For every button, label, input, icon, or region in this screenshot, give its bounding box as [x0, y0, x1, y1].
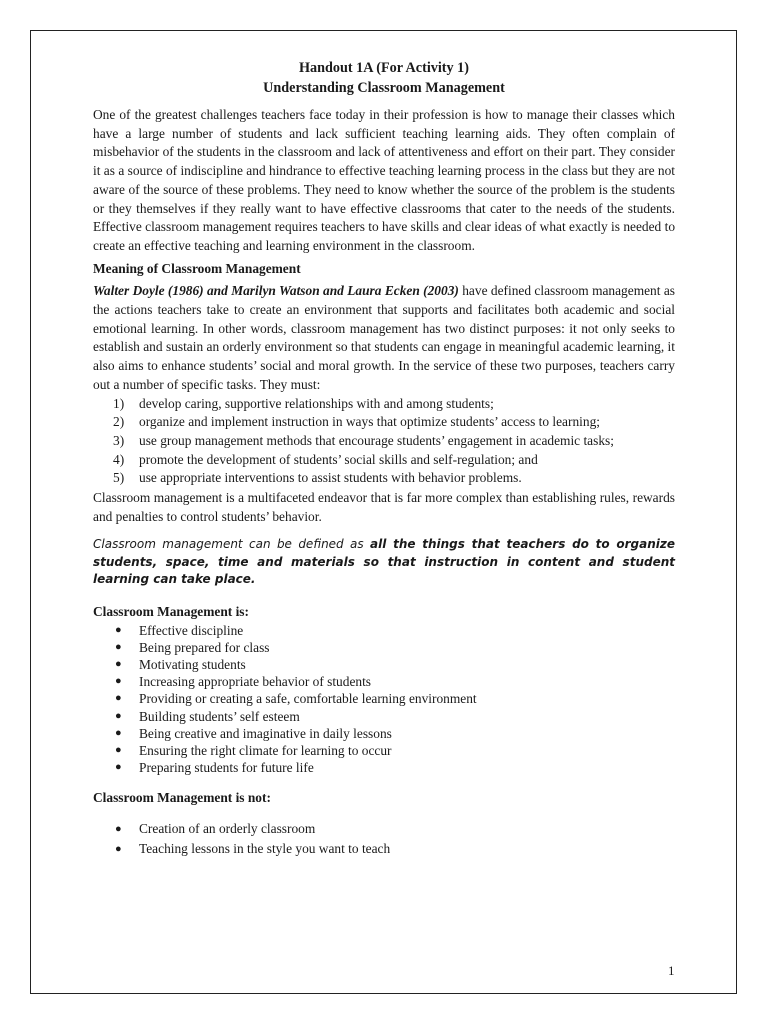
bullet-icon: ●: [115, 843, 122, 856]
list-item: [93, 622, 675, 639]
list-item: [93, 759, 675, 776]
multifaceted-paragraph: Classroom management is a multifaceted endeavor that is far more complex than establishing rules, rewards and penalties to control students’ behavior.: [93, 490, 675, 524]
bullet-icon: ●: [115, 623, 122, 636]
tasks-list: [93, 395, 675, 489]
list-item-text: Effective discipline: [139, 622, 244, 638]
list-item-number: 5): [113, 470, 125, 486]
meaning-paragraph: [93, 282, 675, 394]
list-item: [93, 690, 675, 707]
list-item-text: develop caring, supportive relationships with and among students;: [139, 395, 494, 411]
intro-paragraph: One of the greatest challenges teachers face today in their profession is how to manage their classes which have a large number of students and lack sufficient teaching learning aids. They often complain of misbehavior of the students in the classroom and lack of attentiveness and effort on their part. They consider it as a source of indiscipline and hindrance to effective teaching learning process in the class but they are not aware of the source of these problems. They need to know whether the source of the problem is the students or they themselves if they really want to have effective classrooms that cater to the needs of the students. Effective classroom management requires teachers to have skills and clear ideas of what exactly is needed to create an effective teaching and learning environment in the classroom.: [93, 107, 676, 253]
isnot-heading: Classroom Management is not:: [93, 789, 271, 805]
bullet-icon: ●: [115, 675, 122, 688]
bullet-icon: ●: [115, 640, 122, 653]
page-number: 1: [668, 963, 675, 978]
list-item-text: Building students’ self esteem: [139, 708, 300, 724]
list-item: [93, 673, 675, 690]
isnot-list: [93, 819, 675, 859]
is-heading: Classroom Management is:: [93, 603, 249, 619]
definition-lead: Classroom management can be defined as: [93, 537, 371, 552]
handout-content: [93, 58, 675, 859]
is-list: [93, 622, 675, 777]
list-item-text: Providing or creating a safe, comfortable learning environment: [139, 691, 477, 707]
list-item: [93, 708, 675, 725]
list-item-text: Being creative and imaginative in daily lessons: [139, 725, 392, 741]
list-item-text: Teaching lessons in the style you want to teach: [139, 841, 391, 857]
handout-title: Handout 1A (For Activity 1): [299, 60, 469, 76]
list-item-text: promote the development of students’ social skills and self-regulation; and: [139, 451, 538, 467]
bullet-icon: ●: [115, 692, 122, 705]
meaning-heading: Meaning of Classroom Management: [93, 260, 301, 276]
bullet-icon: ●: [115, 823, 122, 836]
definition-paragraph: [93, 536, 675, 589]
list-item-number: 4): [113, 451, 125, 467]
list-item: [93, 469, 675, 488]
list-item-number: 2): [113, 414, 125, 430]
list-item: [93, 432, 675, 451]
list-item: [93, 742, 675, 759]
list-item: [93, 413, 675, 432]
list-item-text: use appropriate interventions to assist students with behavior problems.: [139, 470, 522, 486]
list-item-text: Being prepared for class: [139, 639, 270, 655]
list-item-text: Motivating students: [139, 657, 246, 673]
bullet-icon: ●: [115, 726, 122, 739]
list-item: [93, 395, 675, 414]
list-item-text: Ensuring the right climate for learning to occur: [139, 743, 392, 759]
list-item: [93, 656, 675, 673]
list-item-text: Preparing students for future life: [139, 760, 314, 776]
bullet-icon: ●: [115, 744, 122, 757]
meaning-text: have defined classroom management as the actions teachers take to create an environment that supports and facilitates both academic and social emotional learning. In other words, classroom management has two distinct purposes: it not only seeks to establish and sustain an orderly environment so that students can engage in meaningful academic learning, it also aims to enhance students’ social and moral growth. In the service of these two purposes, teachers carry out a number of specific tasks. They must:: [93, 283, 675, 392]
list-item: [93, 639, 675, 656]
list-item-text: Increasing appropriate behavior of students: [139, 674, 372, 690]
bullet-icon: ●: [115, 709, 122, 722]
list-item: [93, 451, 675, 470]
list-item-text: Creation of an orderly classroom: [139, 821, 316, 837]
list-item-number: 3): [113, 432, 125, 448]
list-item: [93, 839, 675, 859]
bullet-icon: ●: [115, 658, 122, 671]
bullet-icon: ●: [115, 761, 122, 774]
meaning-authors: Walter Doyle (1986) and Marilyn Watson and Laura Ecken (2003): [93, 283, 459, 299]
list-item: [93, 725, 675, 742]
list-item-number: 1): [113, 395, 125, 411]
list-item-text: use group management methods that encourage students’ engagement in academic tasks;: [139, 432, 614, 448]
list-item: [93, 819, 675, 839]
definition-bold: all the things that teachers do to organize students, space, time and materials so that instruction in content and student learning can take place.: [93, 537, 675, 587]
handout-subtitle: Understanding Classroom Management: [263, 80, 505, 96]
list-item-text: organize and implement instruction in ways that optimize students’ access to learning;: [139, 414, 600, 430]
